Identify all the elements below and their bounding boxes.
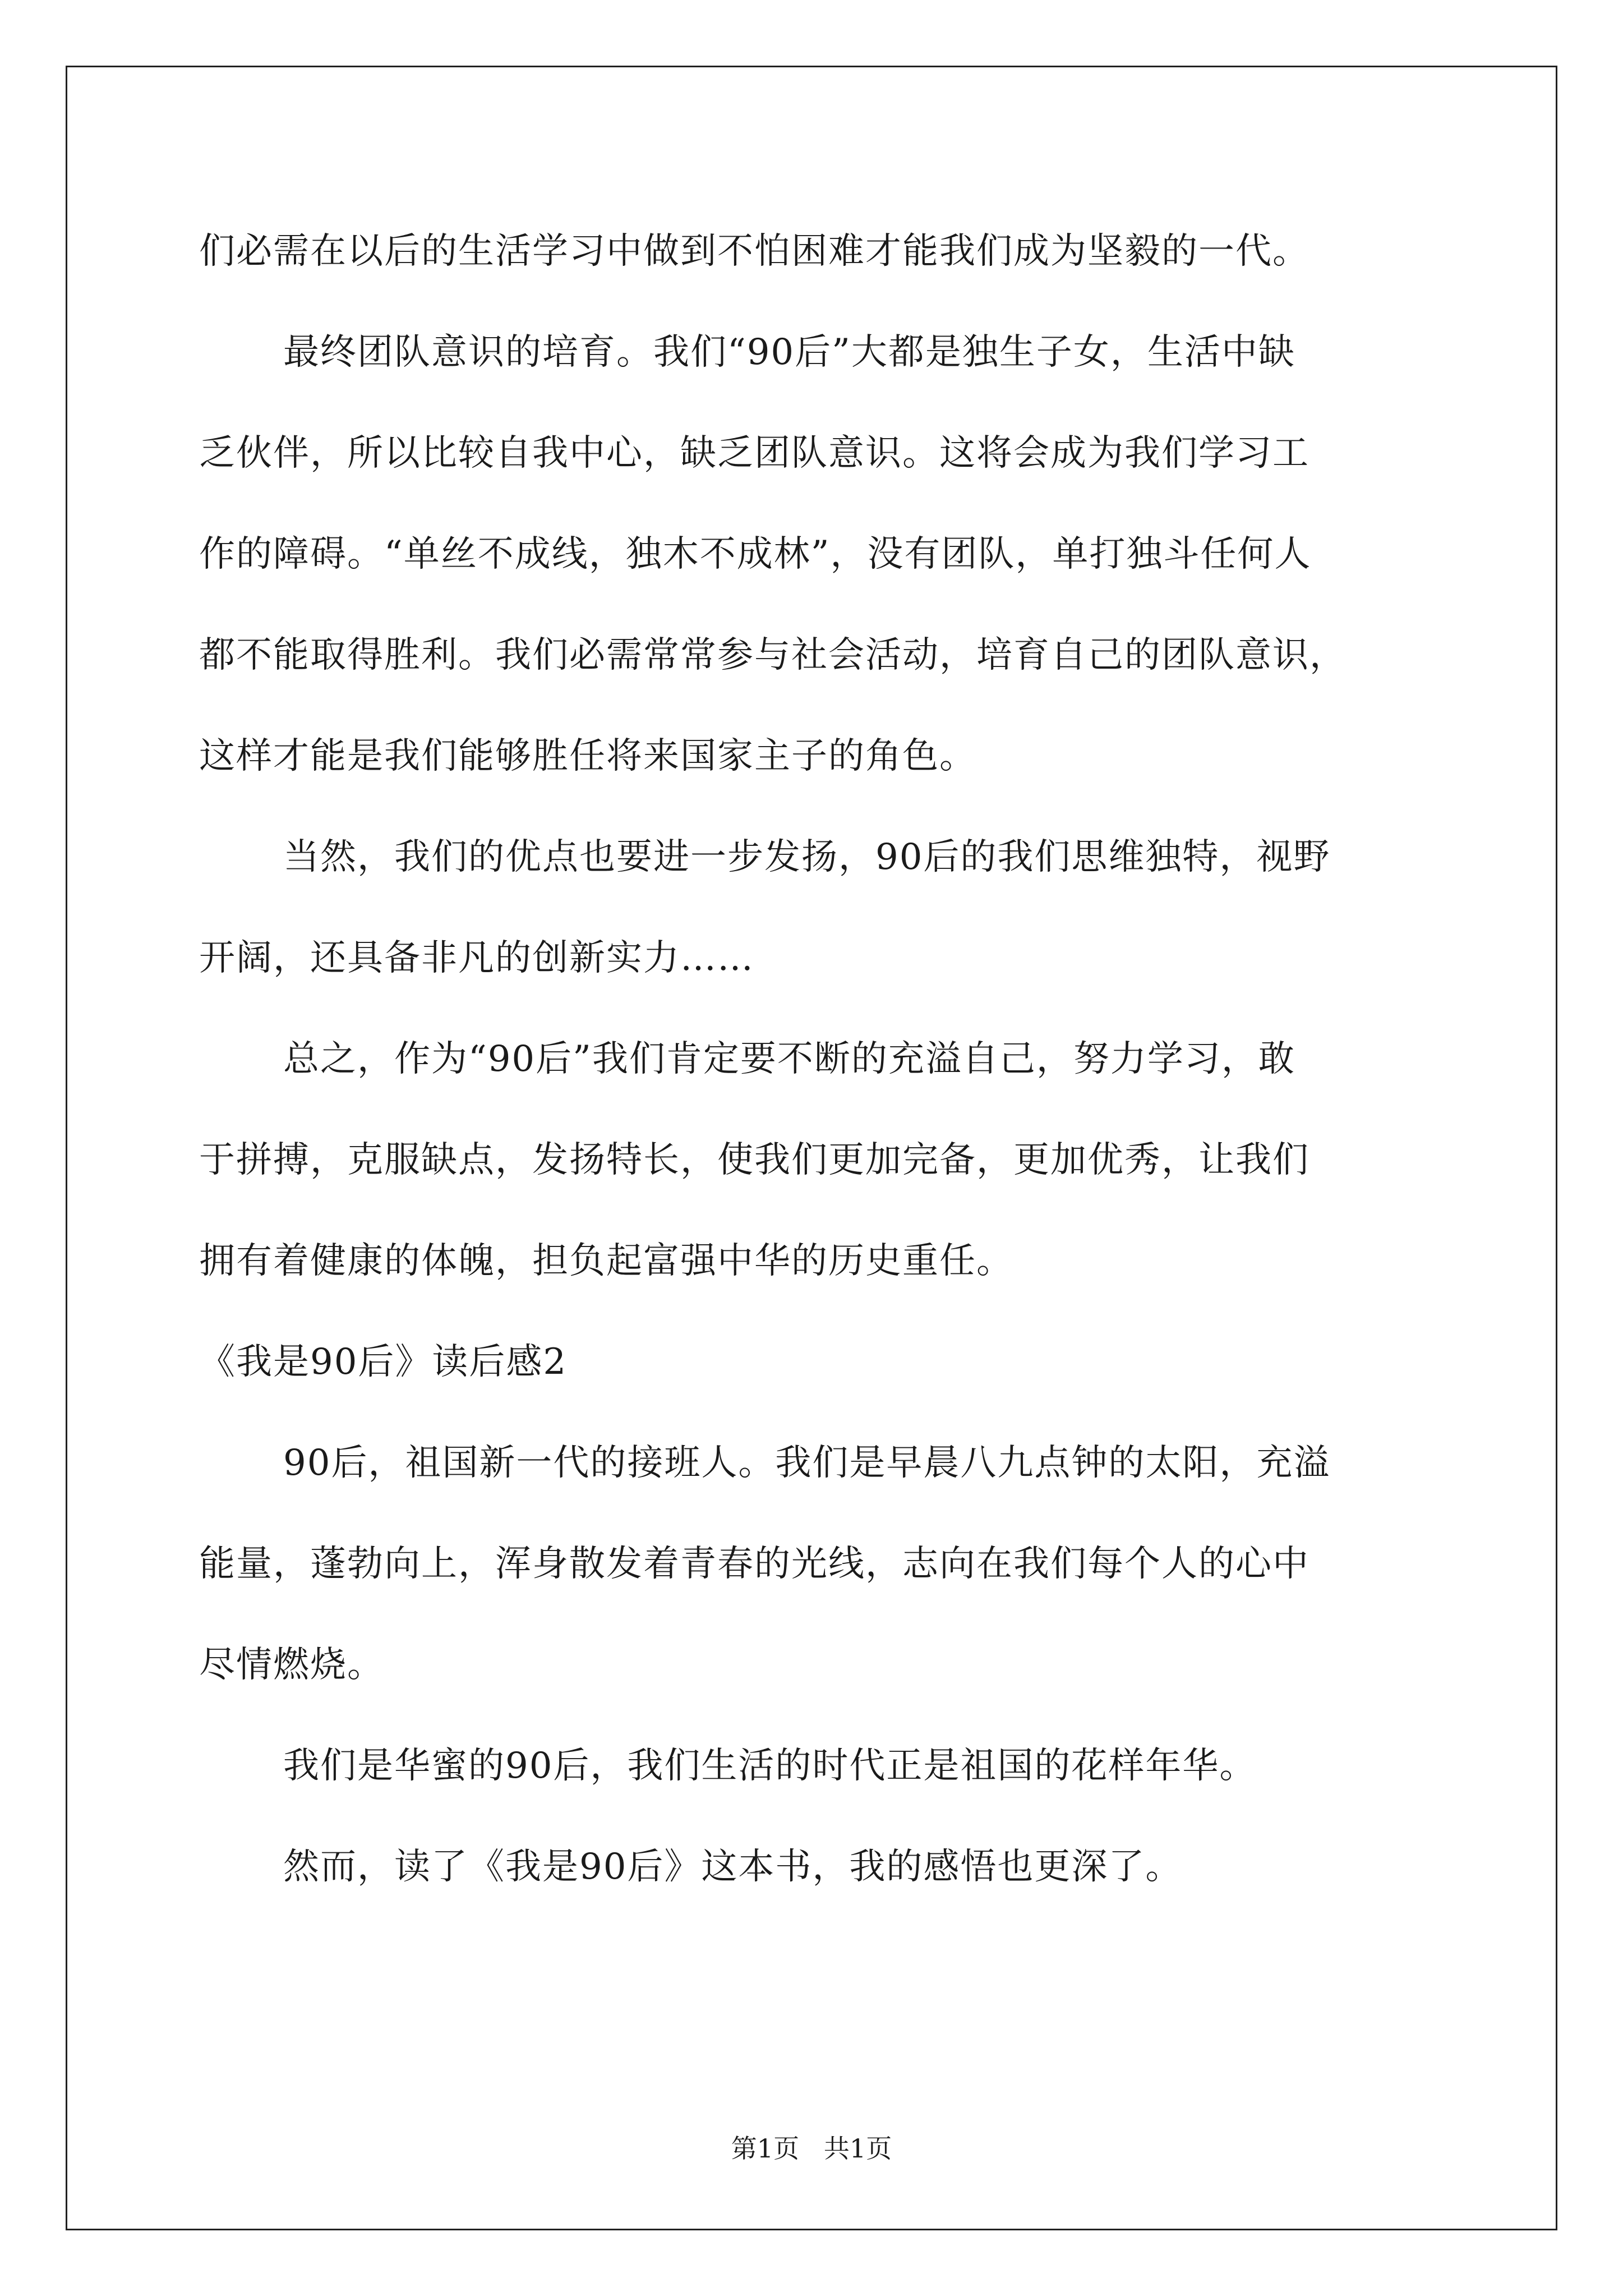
text-line: 当然，我们的优点也要进一步发扬，90后的我们思维独特，视野	[283, 836, 1331, 878]
section-heading: 《我是90后》读后感2	[199, 1341, 568, 1383]
text-line: 这样才能是我们能够胜任将来国家主子的角色。	[199, 735, 976, 777]
text-line: 尽情燃烧。	[199, 1644, 384, 1686]
text-line: 总之，作为“90后”我们肯定要不断的充溢自己，努力学习，敢	[283, 1038, 1295, 1080]
text-line: 拥有着健康的体魄，担负起富强中华的历史重任。	[199, 1240, 1013, 1282]
text-line: 最终团队意识的培育。我们“90后”大都是独生子女，生活中缺	[283, 332, 1295, 373]
text-line: 乏伙伴，所以比较自我中心，缺乏团队意识。这将会成为我们学习工	[199, 432, 1310, 474]
text-line: 都不能取得胜利。我们必需常常参与社会活动，培育自己的团队意识，	[199, 634, 1347, 676]
document-body	[199, 201, 1455, 1917]
text-line: 然而，读了《我是90后》这本书，我的感悟也更深了。	[283, 1846, 1183, 1888]
text-line: 们必需在以后的生活学习中做到不怕困难才能我们成为坚毅的一代。	[199, 231, 1310, 272]
text-line: 我们是华蜜的90后，我们生活的时代正是祖国的花样年华。	[283, 1745, 1257, 1787]
text-line: 开阔，还具备非凡的创新实力……	[199, 937, 754, 979]
text-line: 能量，蓬勃向上，浑身散发着青春的光线，志向在我们每个人的心中	[199, 1543, 1310, 1585]
text-line: 作的障碍。“单丝不成线，独木不成林”，没有团队，单打独斗任何人	[199, 533, 1312, 575]
text-line: 于拼搏，克服缺点，发扬特长，使我们更加完备，更加优秀，让我们	[199, 1139, 1310, 1181]
page-footer: 第1页 共1页	[731, 2133, 892, 2164]
text-line: 90后，祖国新一代的接班人。我们是早晨八九点钟的太阳，充溢	[283, 1442, 1331, 1484]
